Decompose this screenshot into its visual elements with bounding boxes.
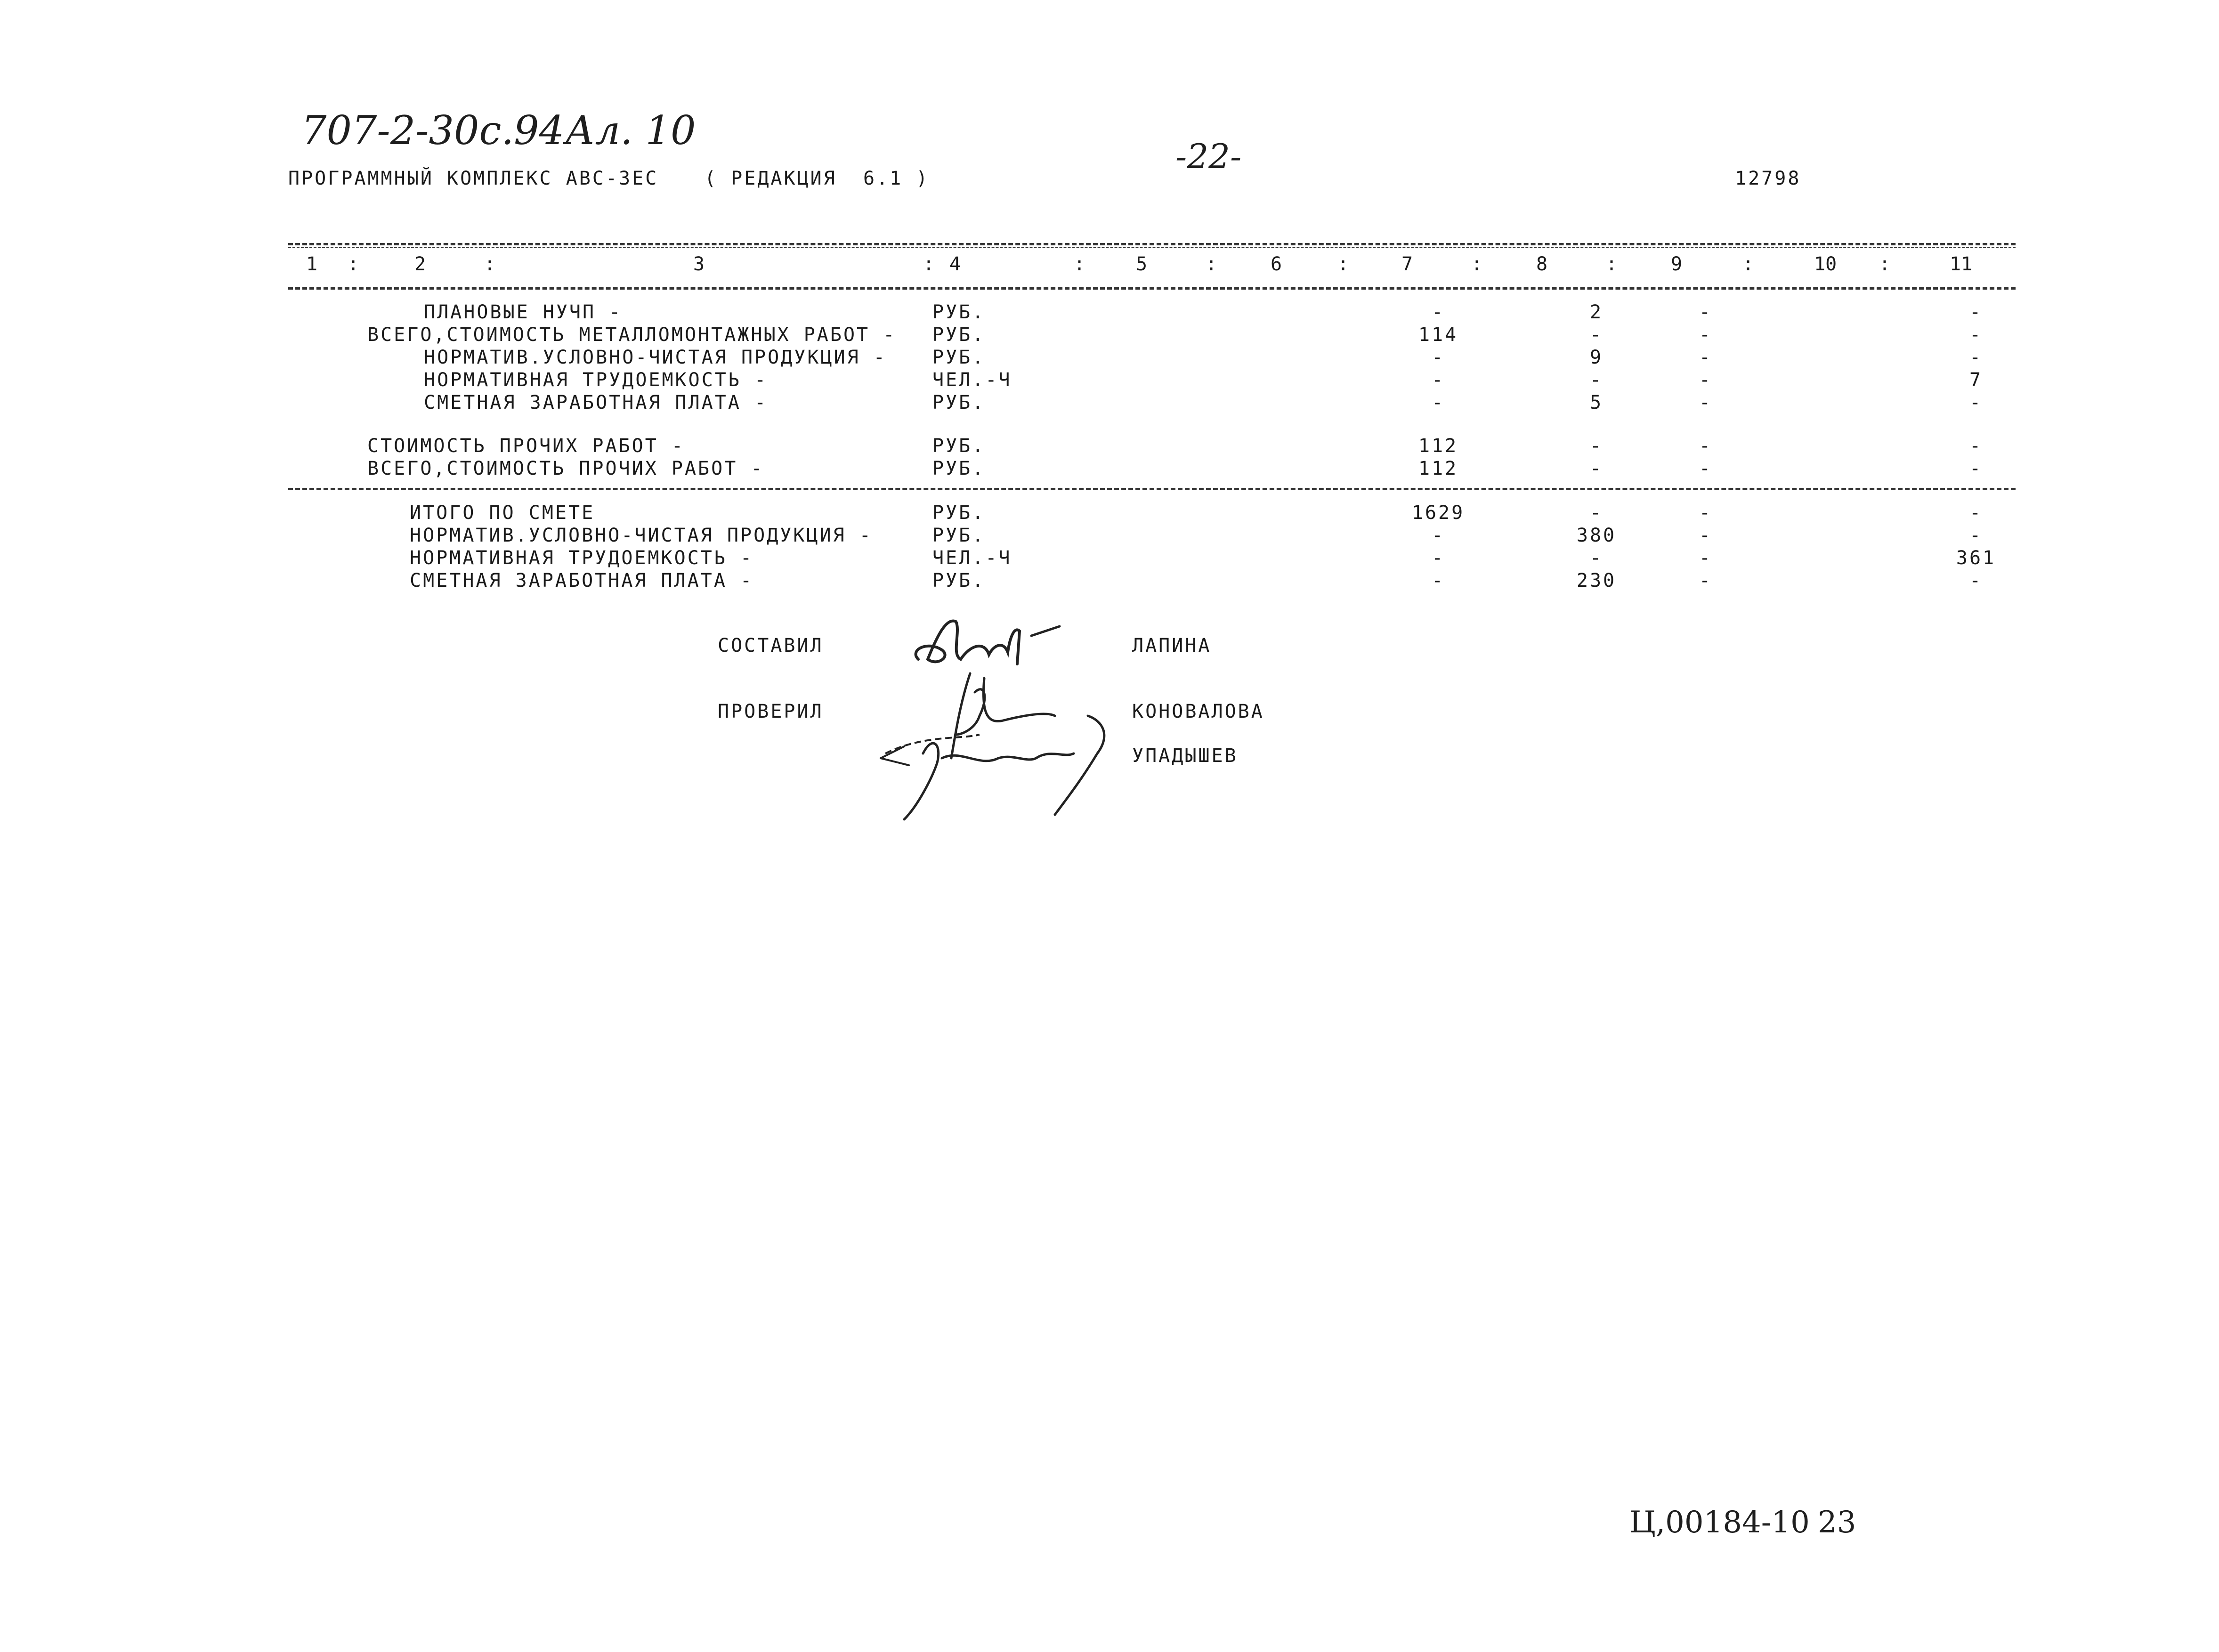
- row-col9: -: [1699, 301, 1713, 323]
- table-row: [0, 458, 2219, 480]
- row-col8: -: [1589, 435, 1604, 457]
- checked-label: ПРОВЕРИЛ: [718, 701, 824, 722]
- row-col9: -: [1699, 435, 1713, 457]
- column-separator: :: [923, 253, 935, 275]
- row-col11: -: [1969, 458, 1983, 479]
- row-col9: -: [1699, 547, 1713, 569]
- row-col7: 112: [1418, 435, 1458, 457]
- row-col11: -: [1969, 347, 1983, 368]
- column-separator: :: [348, 253, 359, 275]
- row-col7: 1629: [1411, 502, 1465, 524]
- row-label: ВСЕГО,СТОИМОСТЬ ПРОЧИХ РАБОТ -: [367, 458, 764, 479]
- row-unit: РУБ.: [932, 301, 986, 323]
- column-header-7: 7: [1401, 253, 1413, 275]
- row-col9: -: [1699, 369, 1713, 391]
- footer-stamp-page: 23: [1818, 1505, 1856, 1540]
- column-header-10: 10: [1814, 253, 1837, 275]
- row-col7: -: [1431, 570, 1445, 591]
- row-col8: -: [1589, 458, 1604, 479]
- table-row: [0, 369, 2219, 392]
- column-header-9: 9: [1671, 253, 1683, 275]
- row-col8: 380: [1576, 525, 1617, 546]
- row-col11: 7: [1969, 369, 1983, 391]
- column-separator: :: [484, 253, 496, 275]
- table-top-rule: [288, 243, 2016, 245]
- row-col7: -: [1431, 547, 1445, 569]
- row-unit: РУБ.: [932, 347, 986, 368]
- column-header-5: 5: [1136, 253, 1148, 275]
- table-row: [0, 435, 2219, 458]
- page-number: -22-: [1175, 137, 1242, 176]
- column-separator: :: [1337, 253, 1349, 275]
- column-header-8: 8: [1536, 253, 1548, 275]
- column-header-2: 2: [414, 253, 426, 275]
- row-unit: РУБ.: [932, 324, 986, 346]
- table-row: [0, 502, 2219, 525]
- row-col9: -: [1699, 392, 1713, 413]
- column-separator: :: [1471, 253, 1483, 275]
- document-code: 707-2-30с.94: [301, 107, 565, 154]
- row-col7: -: [1431, 525, 1445, 546]
- table-top-rule-2: [288, 247, 2016, 248]
- row-col9: -: [1699, 570, 1713, 591]
- row-col9: -: [1699, 347, 1713, 368]
- row-unit: РУБ.: [932, 458, 986, 479]
- row-col11: -: [1969, 392, 1983, 413]
- table-row: [0, 324, 2219, 347]
- row-label: НОРМАТИВНАЯ ТРУДОЕМКОСТЬ -: [424, 369, 768, 391]
- row-col8: -: [1589, 369, 1604, 391]
- row-col7: -: [1431, 347, 1445, 368]
- row-label: ПЛАНОВЫЕ НУЧП -: [424, 301, 623, 323]
- row-col11: -: [1969, 324, 1983, 346]
- row-col7: -: [1431, 301, 1445, 323]
- column-separator: :: [1742, 253, 1754, 275]
- column-header-6: 6: [1271, 253, 1282, 275]
- row-label: НОРМАТИВ.УСЛОВНО-ЧИСТАЯ ПРОДУКЦИЯ -: [410, 525, 873, 546]
- row-col8: -: [1589, 324, 1604, 346]
- row-label: СМЕТНАЯ ЗАРАБОТНАЯ ПЛАТА -: [410, 570, 754, 591]
- table-row: [0, 301, 2219, 324]
- checked-name-2: УПАДЫШЕВ: [1132, 745, 1238, 767]
- row-col9: -: [1699, 324, 1713, 346]
- compiled-label: СОСТАВИЛ: [718, 635, 824, 656]
- row-col7: -: [1431, 369, 1445, 391]
- row-col7: 114: [1418, 324, 1458, 346]
- header-bottom-rule: [288, 287, 2016, 290]
- column-separator: :: [1606, 253, 1618, 275]
- row-col9: -: [1699, 502, 1713, 524]
- row-col9: -: [1699, 458, 1713, 479]
- row-col7: 112: [1418, 458, 1458, 479]
- column-header-11: 11: [1950, 253, 1973, 275]
- row-col8: 5: [1589, 392, 1604, 413]
- row-col11: -: [1969, 570, 1983, 591]
- column-header-1: 1: [306, 253, 318, 275]
- table-row: [0, 570, 2219, 592]
- compiled-name: ЛАПИНА: [1132, 635, 1212, 656]
- row-col8: 9: [1589, 347, 1604, 368]
- table-row: [0, 392, 2219, 414]
- row-label: НОРМАТИВ.УСЛОВНО-ЧИСТАЯ ПРОДУКЦИЯ -: [424, 347, 887, 368]
- column-header-4: 4: [949, 253, 961, 275]
- row-unit: РУБ.: [932, 435, 986, 457]
- signature-checkers: [867, 664, 1130, 834]
- column-separator: :: [1206, 253, 1217, 275]
- row-col11: -: [1969, 435, 1983, 457]
- row-col11: -: [1969, 502, 1983, 524]
- program-name: ПРОГРАММНЫЙ КОМПЛЕКС АВС-3ЕС: [288, 168, 659, 189]
- row-col7: -: [1431, 392, 1445, 413]
- row-col8: 2: [1589, 301, 1604, 323]
- footer-stamp-code: Ц,00184-10: [1629, 1505, 1810, 1540]
- row-label: НОРМАТИВНАЯ ТРУДОЕМКОСТЬ -: [410, 547, 754, 569]
- row-label: СТОИМОСТЬ ПРОЧИХ РАБОТ -: [367, 435, 685, 457]
- row-col11: 361: [1956, 547, 1996, 569]
- row-col8: -: [1589, 502, 1604, 524]
- table-row: [0, 547, 2219, 570]
- program-edition: ( РЕДАКЦИЯ 6.1 ): [705, 168, 930, 189]
- column-separator: :: [1879, 253, 1891, 275]
- row-unit: РУБ.: [932, 525, 986, 546]
- row-unit: РУБ.: [932, 392, 986, 413]
- table-row: [0, 347, 2219, 369]
- document-id: 12798: [1735, 168, 1801, 189]
- column-header-3: 3: [693, 253, 705, 275]
- row-unit: РУБ.: [932, 502, 986, 524]
- row-label: ИТОГО ПО СМЕТЕ: [410, 502, 595, 524]
- row-unit: ЧЕЛ.-Ч: [932, 547, 1012, 569]
- row-col11: -: [1969, 525, 1983, 546]
- row-unit: РУБ.: [932, 570, 986, 591]
- table-row: [0, 525, 2219, 547]
- row-col8: -: [1589, 547, 1604, 569]
- row-label: ВСЕГО,СТОИМОСТЬ МЕТАЛЛОМОНТАЖНЫХ РАБОТ -: [367, 324, 897, 346]
- checked-name-1: КОНОВАЛОВА: [1132, 701, 1264, 722]
- sheet-number: Ал. 10: [565, 107, 696, 154]
- row-label: СМЕТНАЯ ЗАРАБОТНАЯ ПЛАТА -: [424, 392, 768, 413]
- row-col11: -: [1969, 301, 1983, 323]
- column-separator: :: [1074, 253, 1085, 275]
- row-col9: -: [1699, 525, 1713, 546]
- totals-separator-rule: [288, 488, 2016, 490]
- row-col8: 230: [1576, 570, 1617, 591]
- row-unit: ЧЕЛ.-Ч: [932, 369, 1012, 391]
